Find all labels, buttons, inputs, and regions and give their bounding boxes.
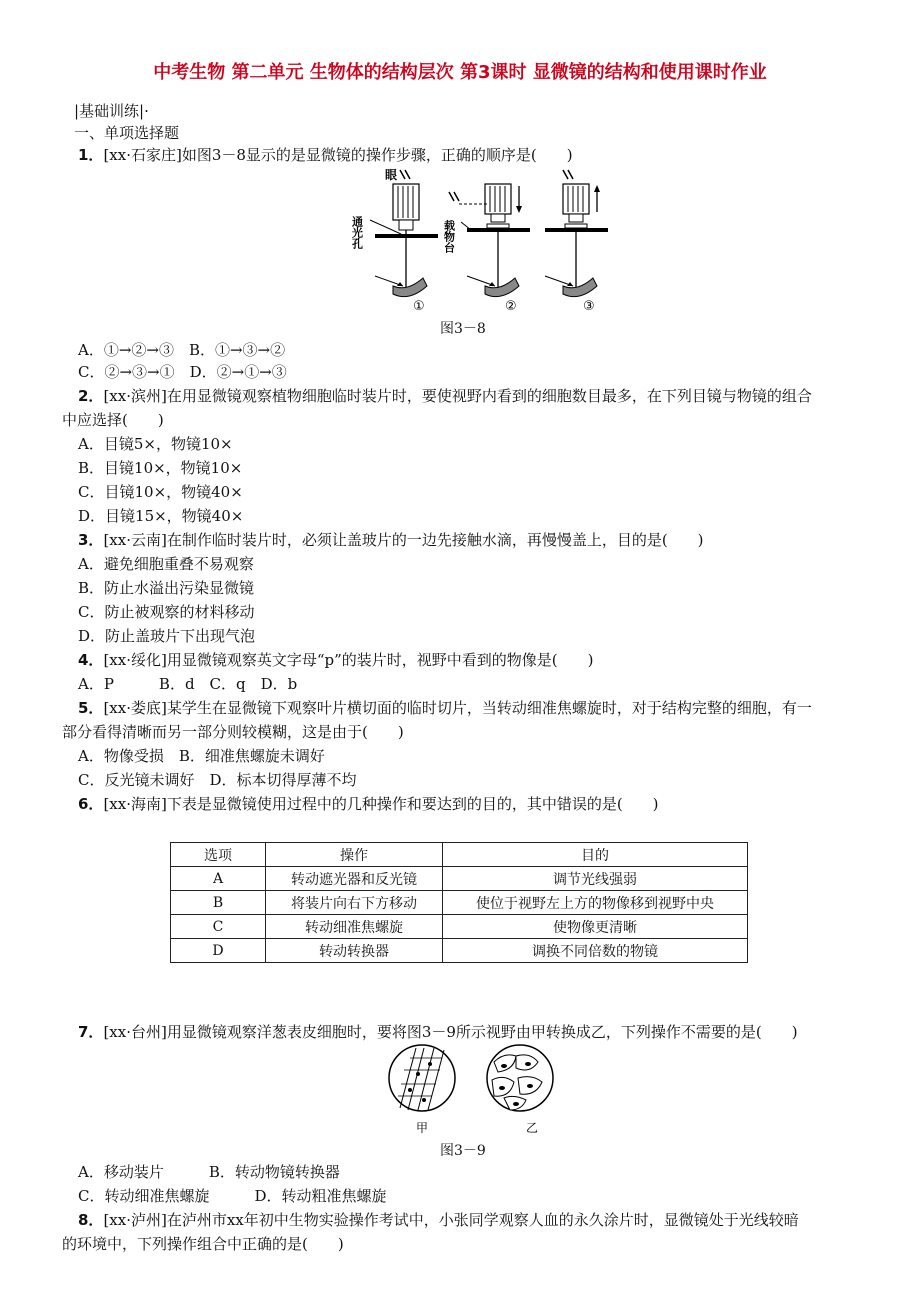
q7-text: [xx·台州]用显微镜观察洋葱表皮细胞时，要将图3－9所示视野由甲转换成乙，下列操作不需要的是( ) bbox=[103, 1023, 798, 1041]
table-cell: 将装片向右下方移动 bbox=[266, 891, 443, 915]
q5-text-cont: 部分看得清晰而另一部分则较模糊，这是由于( ) bbox=[62, 723, 404, 741]
table-cell: B bbox=[171, 891, 266, 915]
eye-icon bbox=[563, 170, 573, 179]
q8-text-cont: 的环境中，下列操作组合中正确的是( ) bbox=[62, 1235, 344, 1253]
table-cell: 调换不同倍数的物镜 bbox=[443, 939, 748, 963]
section-label: |基础训练|· bbox=[74, 102, 149, 120]
q2-option-b: B．目镜10×，物镜10× bbox=[78, 459, 243, 477]
table-row bbox=[171, 867, 748, 891]
q5-number: 5． bbox=[78, 699, 104, 717]
q3-option-d: D．防止盖玻片下出现气泡 bbox=[78, 627, 256, 645]
q4-text: [xx·绥化]用显微镜观察英文字母“p”的装片时，视野中看到的物像是( ) bbox=[103, 651, 594, 669]
view-yi bbox=[487, 1045, 553, 1135]
q1-stem bbox=[78, 145, 573, 165]
view-jia bbox=[389, 1045, 455, 1135]
q1-number: 1． bbox=[78, 146, 104, 164]
q5-option-line-2: C．反光镜未调好 D．标本切得厚薄不均 bbox=[78, 771, 357, 789]
q3-option-a: A．避免细胞重叠不易观察 bbox=[78, 555, 254, 573]
doc-title: 中考生物 第二单元 生物体的结构层次 第3课时 显微镜的结构和使用课时作业 bbox=[153, 62, 767, 83]
stage-label: 载物台 bbox=[442, 220, 456, 253]
operations-table bbox=[170, 842, 748, 963]
table-row bbox=[171, 939, 748, 963]
q1-option-line-1: A．①→②→③ B．①→③→② bbox=[78, 341, 286, 359]
step-1-label: ① bbox=[413, 299, 425, 314]
table-header-cell: 操作 bbox=[266, 843, 443, 867]
q6-text: [xx·海南]下表是显微镜使用过程中的几种操作和要达到的目的，其中错误的是( ) bbox=[103, 795, 659, 813]
part-heading: 一、单项选择题 bbox=[74, 124, 180, 142]
step-3-label: ③ bbox=[583, 299, 595, 314]
table-cell: 转动遮光器和反光镜 bbox=[266, 867, 443, 891]
q4-number: 4． bbox=[78, 651, 104, 669]
view-yi-label: 乙 bbox=[526, 1121, 539, 1135]
q2-option-c: C．目镜10×，物镜40× bbox=[78, 483, 243, 501]
q7-number: 7． bbox=[78, 1023, 104, 1041]
q5-stem bbox=[78, 698, 812, 718]
aperture-label: 通光孔 bbox=[350, 216, 364, 249]
table-cell: 转动转换器 bbox=[266, 939, 443, 963]
table-cell: A bbox=[171, 867, 266, 891]
figure-3-8 bbox=[350, 166, 610, 316]
table-row bbox=[171, 915, 748, 939]
table-cell: 使位于视野左上方的物像移到视野中央 bbox=[443, 891, 748, 915]
q2-text: [xx·滨州]在用显微镜观察植物细胞临时装片时，要使视野内看到的细胞数目最多，在下列目镜与物镜的组合 bbox=[103, 387, 812, 405]
q5-option-line-1: A．物像受损 B．细准焦螺旋未调好 bbox=[78, 747, 325, 765]
step-3-diagram bbox=[545, 170, 608, 314]
q3-stem bbox=[78, 530, 704, 550]
q6-number: 6． bbox=[78, 795, 104, 813]
table-header-cell: 选项 bbox=[171, 843, 266, 867]
step-2-label: ② bbox=[505, 299, 517, 314]
table-header-row bbox=[171, 843, 748, 867]
figure-3-8-caption: 图3－8 bbox=[440, 321, 486, 337]
q1-text: [xx·石家庄]如图3－8显示的是显微镜的操作步骤，正确的顺序是( ) bbox=[103, 146, 573, 164]
view-jia-label: 甲 bbox=[416, 1121, 429, 1135]
q2-option-a: A．目镜5×，物镜10× bbox=[78, 435, 233, 453]
q2-text-cont: 中应选择( ) bbox=[62, 411, 164, 429]
table-cell: C bbox=[171, 915, 266, 939]
q8-number: 8． bbox=[78, 1211, 104, 1229]
figure-3-9-caption: 图3－9 bbox=[440, 1143, 486, 1159]
q2-stem bbox=[78, 386, 812, 406]
q2-number: 2． bbox=[78, 387, 104, 405]
q4-options: A．P B．d C．q D．b bbox=[78, 675, 298, 693]
q3-text: [xx·云南]在制作临时装片时，必须让盖玻片的一边先接触水滴，再慢慢盖上，目的是( ) bbox=[103, 531, 704, 549]
q4-stem bbox=[78, 650, 593, 670]
table-cell: 调节光线强弱 bbox=[443, 867, 748, 891]
q1-option-line-2: C．②→③→① D．②→①→③ bbox=[78, 363, 287, 381]
eye-label: 眼 bbox=[385, 168, 398, 182]
q8-text: [xx·泸州]在泸州市xx年初中生物实验操作考试中，小张同学观察人血的永久涂片时，显微镜处于光线较暗 bbox=[103, 1211, 799, 1229]
q2-option-d: D．目镜15×，物镜40× bbox=[78, 507, 244, 525]
table-header-cell: 目的 bbox=[443, 843, 748, 867]
figure-3-9 bbox=[386, 1044, 556, 1136]
q5-text: [xx·娄底]某学生在显微镜下观察叶片横切面的临时切片，当转动细准焦螺旋时，对于结构完整的细胞，有一 bbox=[103, 699, 812, 717]
step-2-diagram bbox=[443, 184, 531, 314]
q6-stem bbox=[78, 794, 659, 814]
step-1-diagram bbox=[351, 168, 439, 314]
table-cell: 转动细准焦螺旋 bbox=[266, 915, 443, 939]
table-cell: D bbox=[171, 939, 266, 963]
table-row bbox=[171, 891, 748, 915]
table-cell: 使物像更清晰 bbox=[443, 915, 748, 939]
eye-icon bbox=[400, 170, 410, 179]
q3-number: 3． bbox=[78, 531, 104, 549]
q7-stem bbox=[78, 1022, 798, 1042]
q3-option-c: C．防止被观察的材料移动 bbox=[78, 603, 255, 621]
q3-option-b: B．防止水溢出污染显微镜 bbox=[78, 579, 255, 597]
eye-icon bbox=[449, 192, 459, 201]
q8-stem bbox=[78, 1210, 799, 1230]
q7-option-line-2: C．转动细准焦螺旋 D．转动粗准焦螺旋 bbox=[78, 1187, 387, 1205]
q7-option-line-1: A．移动装片 B．转动物镜转换器 bbox=[78, 1163, 340, 1181]
